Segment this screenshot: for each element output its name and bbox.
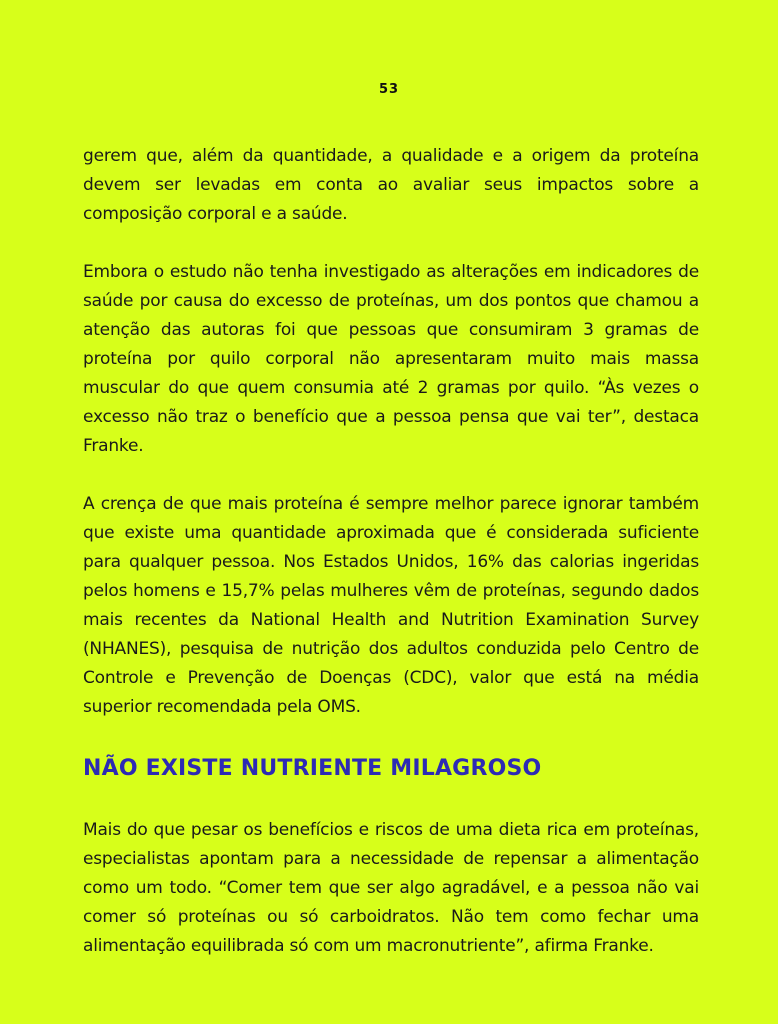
paragraph-study: Embora o estudo não tenha investigado as alterações em indicadores de saúde por causa do excesso de proteínas, um dos pontos que chamou a atenção das autoras foi que pessoas que consumiram 3 gramas de proteína por quilo corporal não apresentaram muito mais massa muscular do que quem consumia até 2 gramas por quilo. “Às vezes o excesso não traz o benefício que a pessoa pensa que vai ter”, destaca Franke. bbox=[83, 262, 699, 456]
paragraph-section: Mais do que pesar os benefícios e riscos de uma dieta rica em proteínas, especialistas apontam para a necessidade de repensar a alimentação como um todo. “Comer tem que ser algo agradável, e a pessoa não vai comer só proteínas ou só carboidratos. Não tem como fechar uma alimentação equilibrada só com um macronutriente”, afirma Franke. bbox=[83, 820, 699, 956]
paragraph-belief: A crença de que mais proteína é sempre melhor parece ignorar também que existe uma quantidade aproximada que é considerada suficiente para qualquer pessoa. Nos Estados Unidos, 16% das calorias ingeridas pelos homens e 15,7% pelas mulheres vêm de proteínas, segundo dados mais recentes da National Health and Nutrition Examination Survey (NHANES), pesquisa de nutrição dos adultos conduzida pelo Centro de Controle e Prevenção de Doenças (CDC), valor que está na média superior recomendada pela OMS. bbox=[83, 494, 699, 717]
article-body bbox=[83, 142, 699, 961]
section-heading: NÃO EXISTE NUTRIENTE MILAGROSO bbox=[83, 756, 542, 781]
paragraph-continuation: gerem que, além da quantidade, a qualidade e a origem da proteína devem ser levadas em conta ao avaliar seus impactos sobre a composição corporal e a saúde. bbox=[83, 146, 699, 224]
page-number: 53 bbox=[378, 82, 400, 97]
